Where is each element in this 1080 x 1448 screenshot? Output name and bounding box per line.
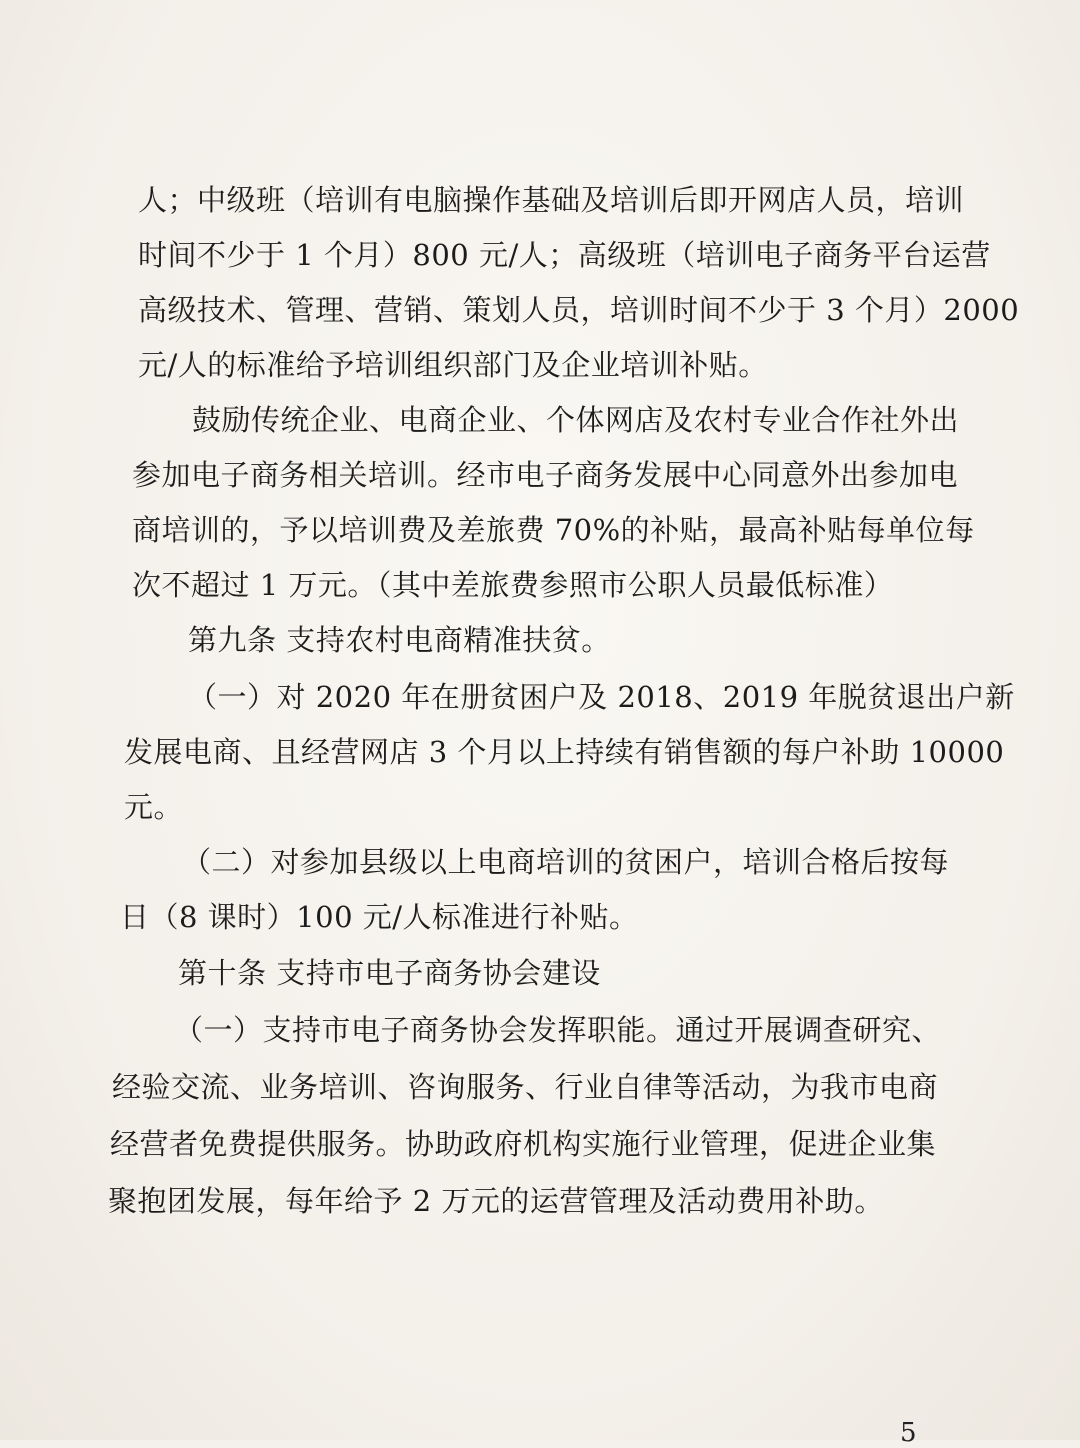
- page-number: 5: [900, 1418, 917, 1448]
- paragraph-line-6: 参加电子商务相关培训。经市电子商务发展中心同意外出参加电: [132, 458, 959, 492]
- paragraph-line-13: （二）对参加县级以上电商培训的贫困户，培训合格后按每: [182, 845, 950, 879]
- paragraph-line-17: 经验交流、业务培训、咨询服务、行业自律等活动，为我市电商: [112, 1070, 939, 1104]
- paragraph-line-3: 高级技术、管理、营销、策划人员，培训时间不少于 3 个月）2000: [138, 293, 1020, 327]
- paragraph-line-11: 发展电商、且经营网店 3 个月以上持续有销售额的每户补助 10000: [124, 735, 1005, 769]
- paragraph-line-18: 经营者免费提供服务。协助政府机构实施行业管理，促进企业集: [110, 1127, 937, 1161]
- paragraph-line-12: 元。: [124, 790, 184, 824]
- paragraph-line-16: （一）支持市电子商务协会发挥职能。通过开展调查研究、: [174, 1013, 942, 1047]
- paragraph-line-1: 人；中级班（培训有电脑操作基础及培训后即开网店人员，培训: [138, 183, 965, 217]
- paragraph-line-2: 时间不少于 1 个月）800 元/人；高级班（培训电子商务平台运营: [138, 238, 991, 272]
- paragraph-line-4: 元/人的标准给予培训组织部门及企业培训补贴。: [138, 348, 768, 382]
- paragraph-line-5: 鼓励传统企业、电商企业、个体网店及农村专业合作社外出: [192, 403, 960, 437]
- paragraph-line-8: 次不超过 1 万元。（其中差旅费参照市公职人员最低标准）: [132, 568, 894, 602]
- paragraph-line-10: （一）对 2020 年在册贫困户及 2018、2019 年脱贫退出户新: [188, 680, 1015, 714]
- article-heading-9: 第九条 支持农村电商精准扶贫。: [188, 623, 611, 657]
- paragraph-line-7: 商培训的，予以培训费及差旅费 70%的补贴，最高补贴每单位每: [132, 513, 975, 547]
- paragraph-line-14: 日（8 课时）100 元/人标准进行补贴。: [120, 900, 639, 934]
- article-heading-10: 第十条 支持市电子商务协会建设: [178, 956, 601, 990]
- paragraph-line-19: 聚抱团发展，每年给予 2 万元的运营管理及活动费用补助。: [108, 1184, 884, 1218]
